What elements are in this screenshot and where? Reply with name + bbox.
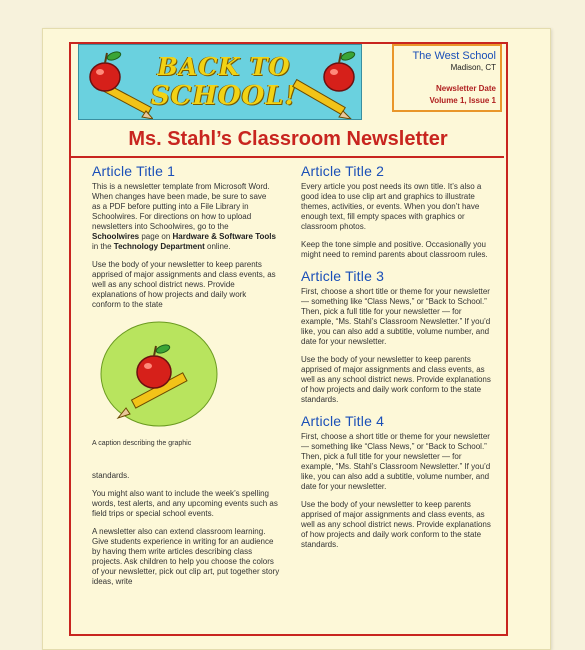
newsletter-title: Ms. Stahl’s Classroom Newsletter [128,128,448,150]
graphic-caption: A caption describing the graphic [92,440,192,447]
article-1-paragraph-2: Use the body of your newsletter to keep parents apprised of major assignments and class events, as well as any school district news. Provide explanations of how projects and daily work conform to the state [92,260,276,309]
article-1-paragraph-5: A newsletter also can extend classroom learning. Give students experience in writing for an audience by having them write articles describing class projects. Ask children to help you choose the colors of your newsletter, pick out clip art, put together story ideas, write [92,527,280,586]
article-1-paragraph-1: This is a newsletter template from Microsoft Word. When changes have been made, be sure to save as a PDF before putting into a File Library in Schoolwires. For directions on how to upload newsletters into Schoolwires, go to the Schoolwires page on Hardware & Software Tools in the Technology Department online. [92,182,276,251]
school-name: The West School [412,50,496,62]
article-2-paragraph-1: Every article you post needs its own title. It’s also a good idea to use clip art and graphics to illustrate themes, activities, or events. When you don’t have enough text, fill empty spaces with graphics or classroom photos. [301,182,482,231]
banner-line-2: SCHOOL! [150,81,298,111]
school-info-box [392,44,502,112]
article-4-paragraph-2: Use the body of your newsletter to keep parents apprised of major assignments and class events, as well as any school district news. Provide explanations of how projects and daily work conform to the state standards. [301,500,491,549]
article-4-paragraph-1: First, choose a short title or theme for your newsletter — something like “Class News,” or “Back to School.” Then, pick a full title for your newsletter — for example, “Ms. Stahl’s Classroom Newsletter.” If you’d like, you can also add a subtitle, volume number, and date for your newsletter. [301,432,491,491]
banner-line-1: BACK TO [157,52,291,81]
right-column [301,163,491,558]
article-1-paragraph-4: You might also want to include the week’s spelling words, test alerts, and any upcoming events such as field trips or special school events. [92,489,278,518]
article-3-title: Article Title 3 [301,268,385,284]
article-1-title: Article Title 1 [92,163,176,179]
banner-title [149,53,299,111]
newsletter-volume: Volume 1, Issue 1 [429,96,496,105]
apple-pencil-icon-left [83,45,153,119]
article-2-title: Article Title 2 [301,163,385,179]
article-4-title: Article Title 4 [301,413,385,429]
apple-pencil-icon-right [291,45,361,119]
article-1-continued [92,471,280,595]
back-to-school-banner [78,44,362,120]
apple-pencil-icon-clipart [100,320,218,430]
newsletter-date: Newsletter Date [435,84,496,93]
school-city: Madison, CT [450,63,496,72]
article-1 [92,163,276,318]
title-rule [70,156,504,158]
article-1-paragraph-3: standards. [92,471,130,480]
article-3-paragraph-2: Use the body of your newsletter to keep parents apprised of major assignments and class events, as well as any school district news. Provide explanations of how projects and daily work conform to the state standards. [301,355,491,404]
article-2-paragraph-2: Keep the tone simple and positive. Occasionally you might need to remind parents about classroom rules. [301,240,488,259]
article-3-paragraph-1: First, choose a short title or theme for your newsletter — something like “Class News,” or “Back to School.” Then, pick a full title for your newsletter — for example, “Ms. Stahl’s Classroom Newsletter.” If you’d like, you can also add a subtitle, volume number, and date for your newsletter. [301,287,491,346]
